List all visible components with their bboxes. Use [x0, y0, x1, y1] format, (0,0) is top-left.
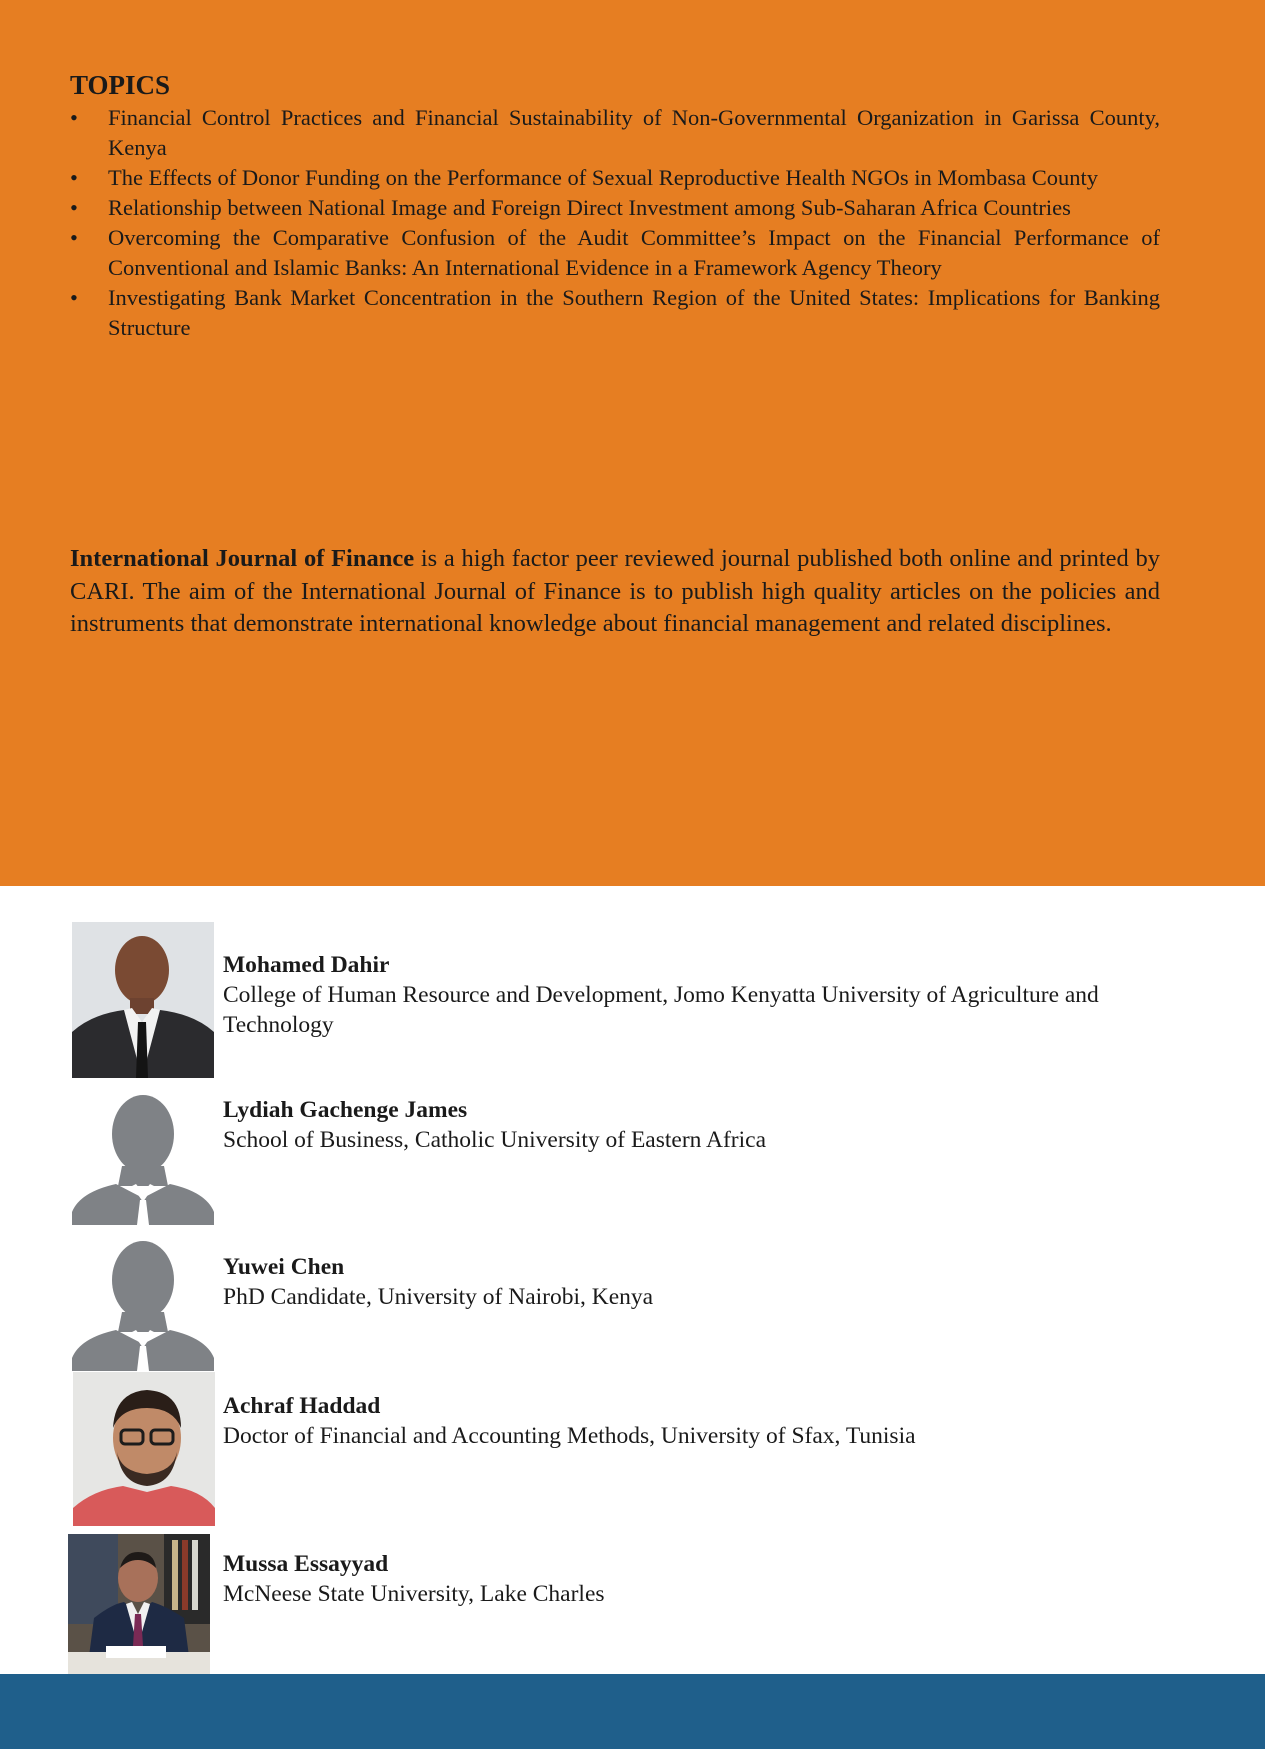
author-name: Achraf Haddad [223, 1393, 381, 1419]
author-affiliation: PhD Candidate, University of Nairobi, Kenya [223, 1284, 654, 1310]
bullet-icon: • [70, 285, 78, 310]
bullet-icon: • [70, 165, 78, 190]
man-with-glasses-portrait-icon [73, 1372, 215, 1526]
author-entry [0, 1534, 1265, 1676]
blue-footer-band [0, 1674, 1265, 1749]
author-text [223, 1391, 1163, 1451]
journal-description [70, 543, 1160, 641]
author-photo [68, 1534, 210, 1676]
author-name: Mussa Essayyad [223, 1551, 389, 1577]
author-photo [72, 1094, 214, 1225]
author-name: Yuwei Chen [223, 1254, 345, 1280]
author-text [223, 1095, 1163, 1155]
author-affiliation: School of Business, Catholic University of Eastern Africa [223, 1127, 767, 1153]
topic-item [70, 193, 1160, 223]
author-entry [0, 1094, 1265, 1226]
author-text [223, 1252, 1163, 1312]
person-silhouette-icon [72, 1240, 214, 1371]
author-name: Lydiah Gachenge James [223, 1097, 468, 1123]
topic-item [70, 163, 1160, 193]
man-portrait-icon [72, 922, 214, 1078]
bullet-icon: • [70, 225, 78, 250]
author-photo [72, 1240, 214, 1371]
journal-name: International Journal of Finance [70, 545, 415, 572]
author-photo [73, 1372, 215, 1526]
man-at-desk-portrait-icon [68, 1534, 210, 1676]
bullet-icon: • [70, 195, 78, 220]
topics-list [70, 103, 1160, 343]
topic-text: The Effects of Donor Funding on the Performance of Sexual Reproductive Health NGOs in Mombasa County [108, 165, 1098, 190]
author-entry [0, 1240, 1265, 1372]
topic-text: Overcoming the Comparative Confusion of the Audit Committee’s Impact on the Financial Performance of Conventional and Islamic Banks: An International Evidence in a Framework Agency Theory [108, 225, 1160, 280]
person-silhouette-icon [72, 1094, 214, 1225]
topic-text: Relationship between National Image and Foreign Direct Investment among Sub-Saharan Africa Countries [108, 195, 1071, 220]
topic-item [70, 223, 1160, 283]
author-entry [0, 922, 1265, 1080]
author-photo [72, 922, 214, 1078]
topic-item [70, 283, 1160, 343]
author-entry [0, 1372, 1265, 1527]
author-text [223, 1549, 1163, 1609]
topic-text: Investigating Bank Market Concentration in the Southern Region of the United States: Implications for Banking Structure [108, 285, 1160, 340]
author-affiliation: College of Human Resource and Development, Jomo Kenyatta University of Agriculture and Technology [223, 982, 1099, 1038]
topic-text: Financial Control Practices and Financial Sustainability of Non-Governmental Organization in Garissa County, Kenya [108, 105, 1160, 160]
bullet-icon: • [70, 105, 78, 130]
journal-description-text: is a high factor peer reviewed journal published both online and printed by CARI. The aim of the International Journal of Finance is to publish high quality articles on the policies and instruments that demonstrate international knowledge about financial management and related disciplines. [70, 545, 1160, 637]
author-affiliation: McNeese State University, Lake Charles [223, 1581, 605, 1607]
author-text [223, 950, 1163, 1040]
topic-item [70, 103, 1160, 163]
author-name: Mohamed Dahir [223, 952, 390, 978]
topics-heading: TOPICS [70, 70, 171, 100]
author-affiliation: Doctor of Financial and Accounting Methods, University of Sfax, Tunisia [223, 1423, 916, 1449]
